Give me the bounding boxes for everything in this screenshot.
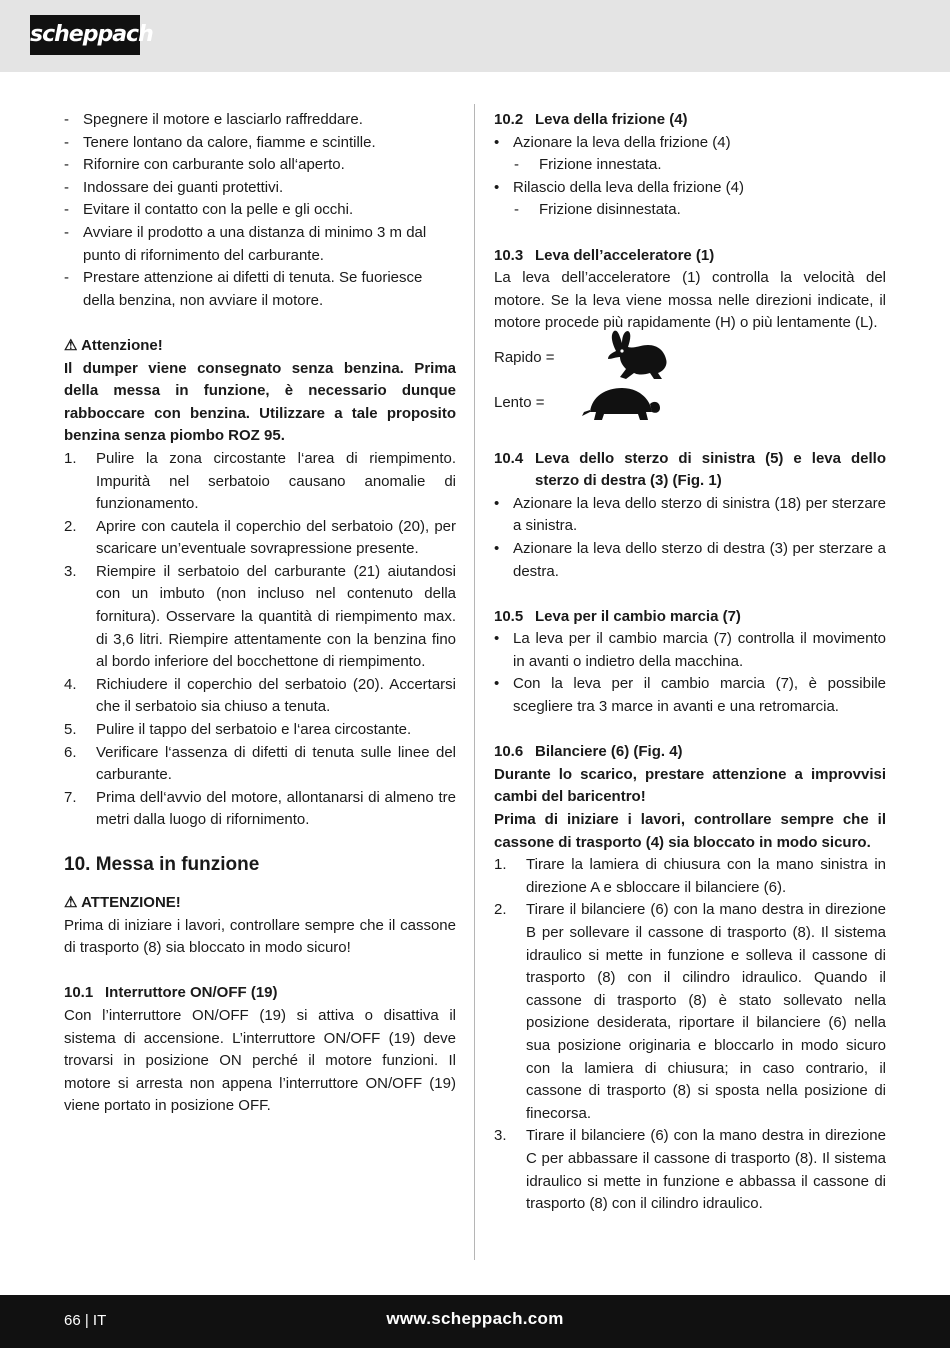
website-link[interactable]: www.scheppach.com <box>386 1309 564 1328</box>
list-item: 3. Riempire il serbatoio del carburante (21) aiutandosi con un imbuto (non incluso nel contenuto della fornitura). Osservare la quantità di riempimento max. di 3,6 litri. Riempire attentamente con la benzina fino al bordo inferiore del bocchettone di riempimento. <box>64 562 456 671</box>
warning-heading: ⚠ Attenzione! <box>64 336 163 354</box>
section-title: 10. Messa in funzione <box>64 854 260 875</box>
page-number: 66 | IT <box>64 1312 107 1329</box>
warning-text: Prima di iniziare i lavori, controllare sempre che il cassone di trasporto (8) sia bloccato in modo sicuro! <box>64 916 456 957</box>
list-item: • Azionare la leva dello sterzo di sinistra (18) per sterzare a sinistra. <box>494 494 886 535</box>
list-item: - Frizione innestata. <box>514 156 662 174</box>
warning-text: Durante lo scarico, prestare attenzione a improvvisi cambi del baricentro! <box>494 765 886 806</box>
speed-row-slow <box>494 380 886 425</box>
warning-heading: ⚠ ATTENZIONE! <box>64 894 181 911</box>
list-item: 5. Pulire il tappo del serbatoio e l‘area circostante. <box>64 721 412 739</box>
subsection-heading: 10.6 Bilanciere (6) (Fig. 4) <box>494 743 683 761</box>
list-item: • Con la leva per il cambio marcia (7), è possibile scegliere tra 3 marce in avanti e una retromarcia. <box>494 675 886 716</box>
warning-triangle-icon: ⚠ <box>64 894 78 911</box>
warning-text: Il dumper viene consegnato senza benzina. Prima della messa in funzione, è necessario dunque rabboccare con benzina. Utilizzare a tale proposito benzina senza piombo ROZ 95. <box>64 359 456 445</box>
list-item: - Indossare dei guanti protettivi. <box>64 178 284 196</box>
list-item: 7. Prima dell‘avvio del motore, allontanarsi di almeno tre metri dalla luogo di rifornimento. <box>64 788 456 829</box>
subsection-heading: 10.5 Leva per il cambio marcia (7) <box>494 607 741 625</box>
column-divider <box>474 104 475 1260</box>
rabbit-icon <box>606 329 670 383</box>
subsection-heading: 10.2 Leva della frizione (4) <box>494 111 688 128</box>
warning-text: Prima di iniziare i lavori, controllare sempre che il cassone di trasporto (4) sia bloccato in modo sicuro. <box>494 811 886 851</box>
left-column <box>64 109 456 1118</box>
list-item: - Evitare il contatto con la pelle e gli occhi. <box>64 201 354 219</box>
list-item: 3. Tirare il bilanciere (6) con la mano destra in direzione C per abbassare il cassone di trasporto (8). Il sistema idraulico si mette in funzione e abbassa il cassone di trasporto (8) con il cilindro idraulico. <box>494 1127 886 1213</box>
list-item: 1. Pulire la zona circostante l‘area di riempimento. Impurità nel serbatoio causano anomalie di funzionamento. <box>64 449 456 513</box>
list-item: • Azionare la leva dello sterzo di destra (3) per sterzare a destra. <box>494 539 886 580</box>
list-item: 2. Tirare il bilanciere (6) con la mano destra in direzione B per sollevare il cassone di trasporto (8). Il sistema idraulico si mette in funzione e solleva il cassone di trasporto (8) con il cilindro idraulico. Quando il cassone di trasporto (8) è stato sollevato nella posizione desiderata, riportare il bilanciere (6) nella sua posizione originaria e bloccarlo in modo sicuro con la lamiera di chiusura; in caso contrario, il cassone di trasporto (8) si sposta nella posizione di finecorsa. <box>494 901 886 1122</box>
right-column <box>494 109 886 1216</box>
paragraph: La leva dell’acceleratore (1) controlla la velocità del motore. Se la leva viene mossa nelle direzioni indicate, il motore procede più rapidamente (H) o più lentamente (L). <box>494 269 886 332</box>
subsection-heading: 10.1 Interruttore ON/OFF (19) <box>64 984 278 1002</box>
list-item: - Avviare il prodotto a una distanza di minimo 3 m dal punto di rifornimento del carburante. <box>64 223 427 264</box>
brand-logo: scheppach <box>30 15 140 55</box>
list-item: - Tenere lontano da calore, fiamme e scintille. <box>64 133 376 151</box>
warning-triangle-icon: ⚠ <box>64 336 78 354</box>
footer-bar <box>0 1295 950 1348</box>
subsection-heading: 10.3 Leva dell’acceleratore (1) <box>494 246 715 264</box>
slow-label: Lento = <box>494 393 545 411</box>
turtle-icon <box>580 382 660 424</box>
list-item: • Rilascio della leva della frizione (4) <box>494 178 744 196</box>
list-item: 1. Tirare la lamiera di chiusura con la mano sinistra in direzione A e sbloccare il bilanciere (6). <box>494 856 886 896</box>
list-item: 4. Richiudere il coperchio del serbatoio (20). Accertarsi che il serbatoio sia chiuso a tenuta. <box>64 675 456 716</box>
list-item: - Spegnere il motore e lasciarlo raffreddare. <box>64 111 363 128</box>
list-item: 2. Aprire con cautela il coperchio del serbatoio (20), per scaricare un’eventuale sovrapressione presente. <box>64 517 456 558</box>
list-item: - Prestare attenzione ai difetti di tenuta. Se fuoriesce della benzina, non avviare il motore. <box>64 269 423 309</box>
paragraph: Con l’interruttore ON/OFF (19) si attiva o disattiva il sistema di accensione. L’interruttore ON/OFF (19) deve trovarsi in posizione ON perché il motore funzioni. Il motore si arresta non appena l’interruttore ON/OFF (19) viene portato in posizione OFF. <box>64 1006 456 1115</box>
list-item: - Frizione disinnestata. <box>514 201 681 219</box>
subsection-heading: 10.4 Leva dello sterzo di sinistra (5) e leva dello sterzo di destra (3) (Fig. 1) <box>494 449 886 490</box>
list-item: • La leva per il cambio marcia (7) controlla il movimento in avanti o indietro della macchina. <box>494 630 886 670</box>
fast-label: Rapido = <box>494 348 555 366</box>
list-item: - Rifornire con carburante solo all‘aperto. <box>64 156 345 174</box>
header-bar <box>0 0 950 72</box>
list-item: • Azionare la leva della frizione (4) <box>494 133 731 151</box>
list-item: 6. Verificare l‘assenza di difetti di tenuta sulle linee del carburante. <box>64 743 456 784</box>
speed-row-fast <box>494 335 886 380</box>
